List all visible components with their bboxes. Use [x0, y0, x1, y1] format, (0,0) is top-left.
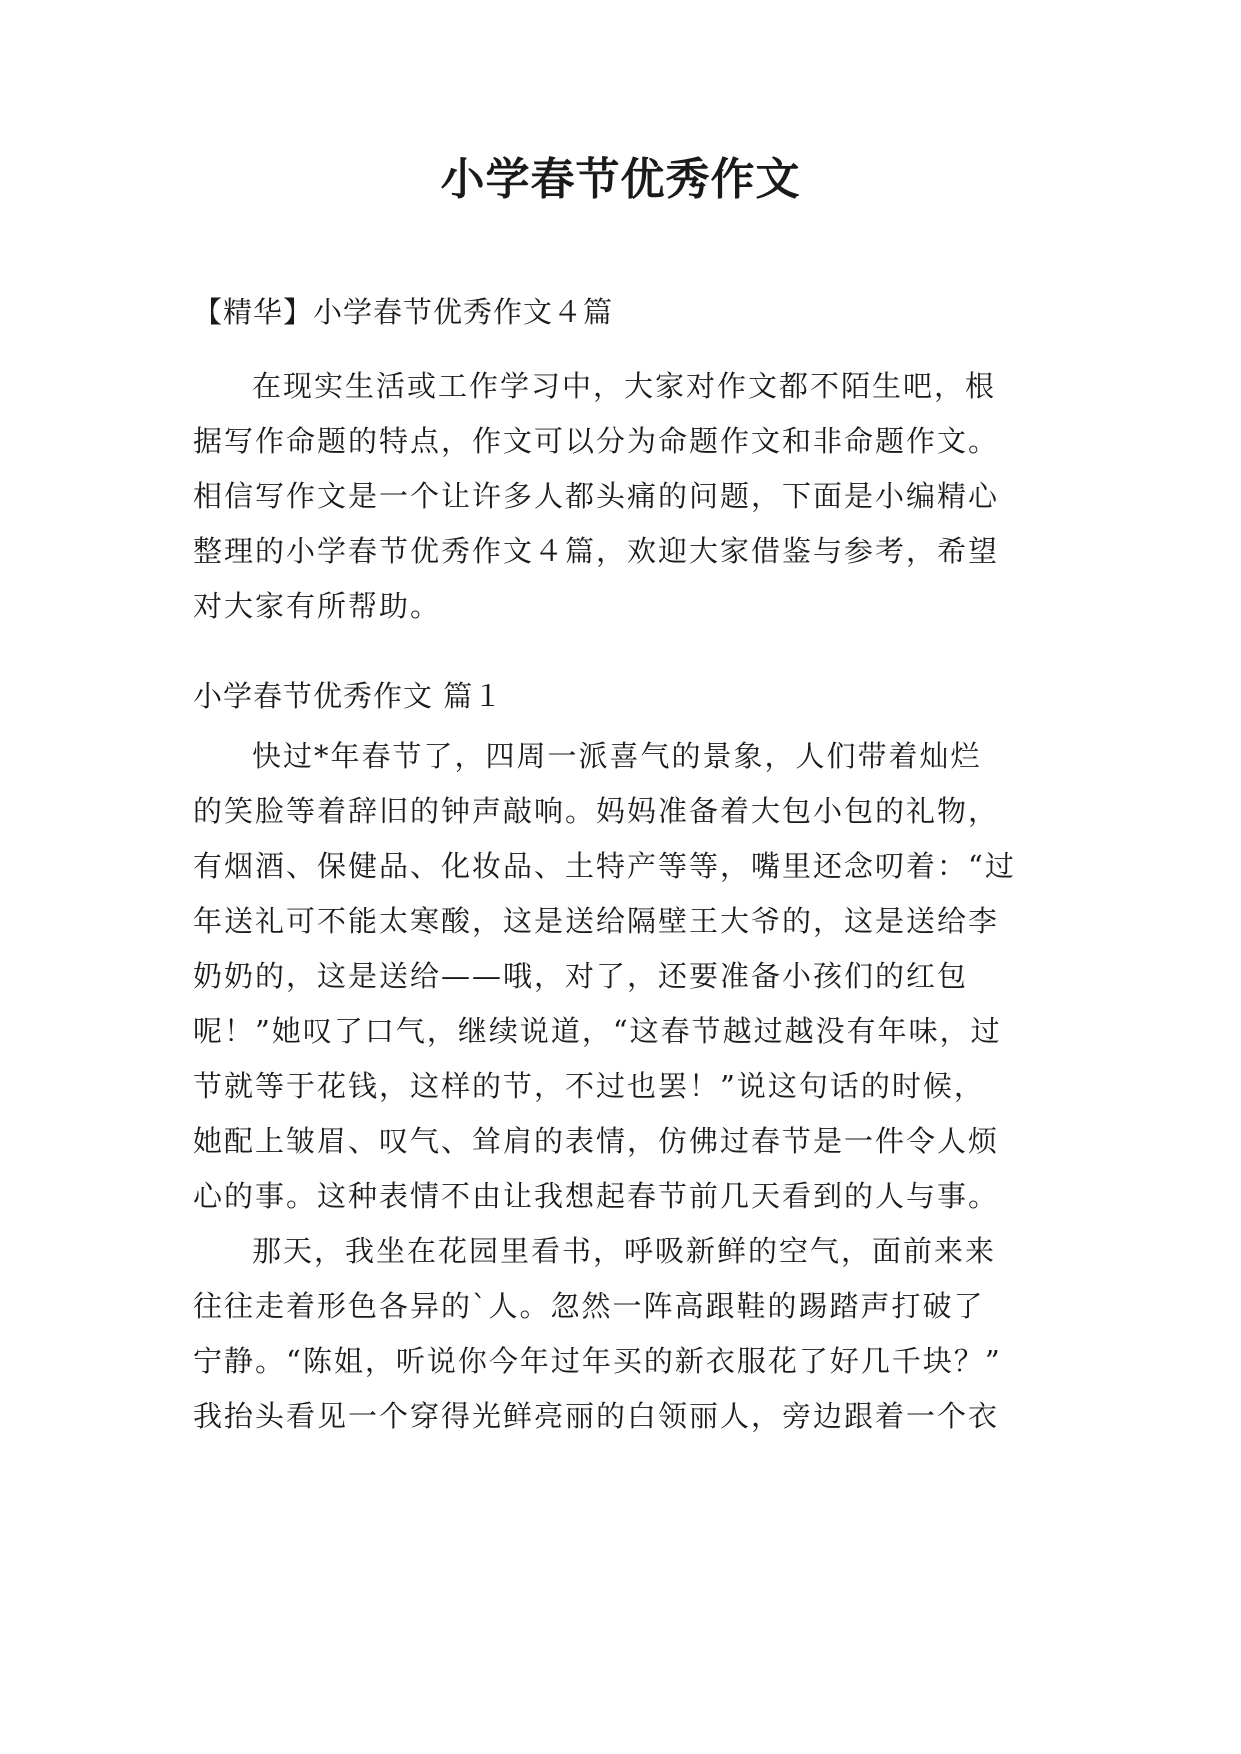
body-line: 我抬头看见一个穿得光鲜亮丽的白领丽人，旁边跟着一个衣	[193, 1399, 1000, 1433]
body-line: 的笑脸等着辞旧的钟声敲响。妈妈准备着大包小包的礼物，	[193, 794, 1000, 828]
body-line: 呢！”她叹了口气，继续说道，“这春节越过越没有年味，过	[193, 1014, 1002, 1048]
body-line: 年送礼可不能太寒酸，这是送给隔壁王大爷的，这是送给李	[193, 904, 1000, 938]
body-line: 节就等于花钱，这样的节，不过也罢！”说这句话的时候，	[193, 1069, 985, 1103]
intro-line: 整理的小学春节优秀作文４篇，欢迎大家借鉴与参考，希望	[193, 534, 1000, 568]
document-title: 小学春节优秀作文	[440, 154, 801, 205]
intro-line: 在现实生活或工作学习中，大家对作文都不陌生吧，根	[252, 369, 997, 403]
intro-line: 相信写作文是一个让许多人都头痛的问题，下面是小编精心	[193, 479, 1000, 513]
document-subtitle: 【精华】小学春节优秀作文４篇	[193, 295, 614, 329]
body-line: 那天，我坐在花园里看书，呼吸新鲜的空气，面前来来	[252, 1234, 997, 1268]
body-line: 心的事。这种表情不由让我想起春节前几天看到的人与事。	[193, 1179, 1000, 1213]
body-line: 有烟酒、保健品、化妆品、土特产等等，嘴里还念叨着：“过	[193, 849, 1016, 883]
body-line: 奶奶的，这是送给——哦，对了，还要准备小孩们的红包	[193, 959, 969, 993]
body-line: 快过*年春节了，四周一派喜气的景象，人们带着灿烂	[252, 739, 982, 773]
intro-line: 对大家有所帮助。	[193, 589, 442, 623]
intro-line: 据写作命题的特点，作文可以分为命题作文和非命题作文。	[193, 424, 1000, 458]
body-line: 宁静。“陈姐，听说你今年过年买的新衣服花了好几千块？”	[193, 1344, 1002, 1378]
section-heading: 小学春节优秀作文 篇１	[193, 679, 504, 713]
body-line: 往往走着形色各异的`人。忽然一阵高跟鞋的踢踏声打破了	[193, 1289, 985, 1323]
body-line: 她配上皱眉、叹气、耸肩的表情，仿佛过春节是一件令人烦	[193, 1124, 1000, 1158]
